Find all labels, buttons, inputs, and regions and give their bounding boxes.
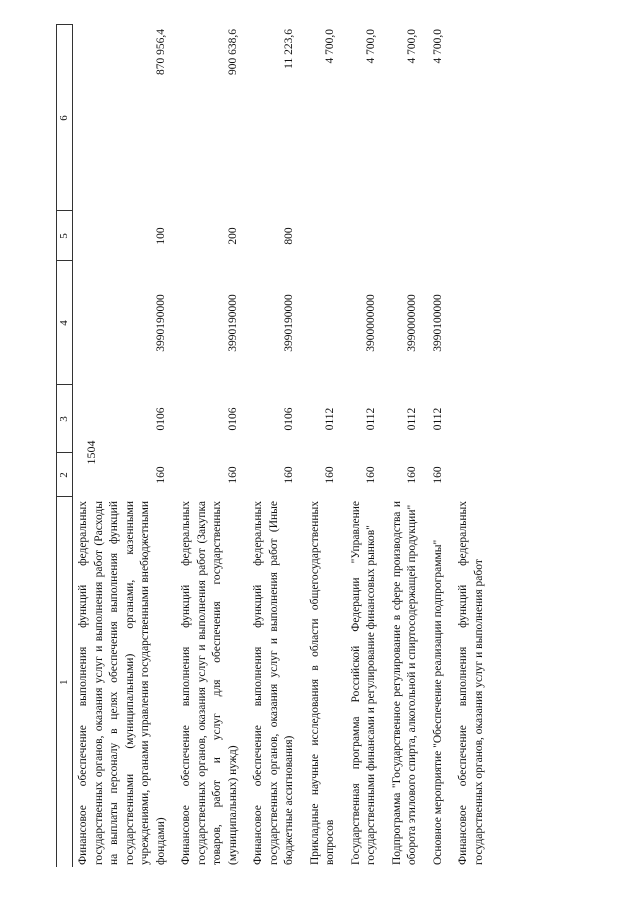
code-2 <box>453 453 494 497</box>
code-2: 160 <box>283 466 296 484</box>
code-2: 160 <box>226 466 239 484</box>
code-3: 0106 <box>226 407 239 431</box>
table-row <box>248 25 305 867</box>
row-name: Прикладные научные исследования в области общегосударственных вопросов <box>308 501 337 865</box>
amount: 870 956,4 <box>154 29 167 75</box>
code-5 <box>428 211 454 261</box>
code-3 <box>453 385 494 453</box>
code-5: 100 <box>154 227 167 245</box>
code-4 <box>453 261 494 385</box>
code-4: 3900000000 <box>365 294 378 352</box>
budget-table <box>56 25 494 868</box>
header-row <box>57 25 73 867</box>
page-number: 1504 <box>84 440 98 465</box>
amount: 4 700,0 <box>431 29 444 64</box>
row-name: Основное мероприятие "Обеспечение реализации подпрограммы" <box>431 539 444 865</box>
column-header: 5 <box>57 211 73 261</box>
row-name: Подпрограмма "Государственное регулирование в сфере производства и оборота этилового спирта, алкогольной и спиртосодержащей продукции" <box>390 501 419 865</box>
code-4: 3990100000 <box>431 294 444 352</box>
code-4: 3990190000 <box>154 294 167 352</box>
code-5 <box>387 211 428 261</box>
row-name: Финансовое обеспечение выполнения функций федеральных государственных органов, оказания услуг и выполнения работ (Расходы на выплаты персоналу в целях обеспечения выполнения функций государственными (муниципальными) органами, казенными учреждениями, органами управления государственными внебюджетными фондами) <box>77 501 167 865</box>
code-2: 160 <box>324 466 337 484</box>
code-5: 800 <box>283 227 296 245</box>
amount <box>453 25 494 211</box>
column-header: 1 <box>57 497 73 867</box>
table-row <box>428 25 454 867</box>
column-header: 2 <box>57 453 73 497</box>
code-3: 0106 <box>154 407 167 431</box>
code-5 <box>305 211 346 261</box>
code-3: 0112 <box>431 407 444 431</box>
code-3: 0112 <box>365 407 378 431</box>
column-header: 6 <box>57 25 73 211</box>
table-row <box>305 25 346 867</box>
row-name: Финансовое обеспечение выполнения функций федеральных государственных органов, оказания услуг и выполнения работ <box>457 501 485 865</box>
code-3: 0106 <box>283 407 296 431</box>
column-header: 3 <box>57 385 73 453</box>
table-row <box>453 25 494 867</box>
code-5: 200 <box>226 227 239 245</box>
column-header: 4 <box>57 261 73 385</box>
code-4: 3990190000 <box>226 294 239 352</box>
amount: 11 223,6 <box>283 29 296 69</box>
code-5 <box>346 211 387 261</box>
code-2: 160 <box>406 466 419 484</box>
row-name: Государственная программа Российской Федерации "Управление государственными финансами и регулирование финансовых рынков" <box>349 501 378 865</box>
code-2: 160 <box>154 466 167 484</box>
code-4 <box>305 261 346 385</box>
row-name: Финансовое обеспечение выполнения функций федеральных государственных органов, оказания услуг и выполнения работ (Закупка товаров, работ и услуг для обеспечения государственных (муниципальных) нужд) <box>180 501 239 865</box>
row-name: Финансовое обеспечение выполнения функций федеральных государственных органов, оказания услуг и выполнения работ (Иные бюджетные ассигнования) <box>252 501 296 865</box>
code-4: 3990000000 <box>406 294 419 352</box>
amount: 900 638,6 <box>226 29 239 75</box>
table-row <box>387 25 428 867</box>
table-row <box>73 25 177 867</box>
amount: 4 700,0 <box>406 29 419 64</box>
code-5 <box>453 211 494 261</box>
table-row <box>176 25 248 867</box>
code-2: 160 <box>365 466 378 484</box>
amount: 4 700,0 <box>365 29 378 64</box>
code-2: 160 <box>431 466 444 484</box>
amount: 4 700,0 <box>324 29 337 64</box>
table-row <box>346 25 387 867</box>
code-3: 0112 <box>324 407 337 431</box>
code-3: 0112 <box>406 407 419 431</box>
code-4: 3990190000 <box>283 294 296 352</box>
